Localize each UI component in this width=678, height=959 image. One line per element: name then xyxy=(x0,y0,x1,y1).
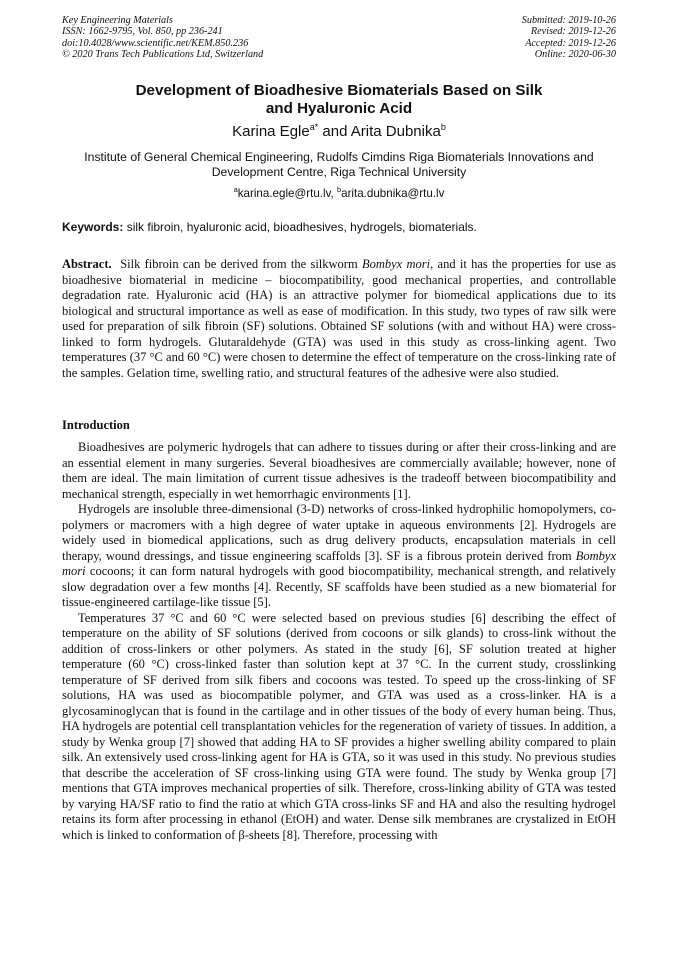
online-date: Online: 2020-06-30 xyxy=(534,49,616,61)
author-1-mark: a* xyxy=(309,122,319,132)
email-b[interactable]: arita.dubnika@rtu.lv xyxy=(341,186,445,200)
author-1: Karina Egle xyxy=(232,123,310,140)
keywords-label: Keywords: xyxy=(62,220,124,234)
title-line-2: and Hyaluronic Acid xyxy=(265,100,413,117)
paper-title xyxy=(62,82,616,118)
abstract-label: Abstract. xyxy=(62,257,112,271)
author-connector: and xyxy=(318,123,351,140)
intro-p2-text-2: cocoons; it can form natural hydrogels with good biocompatibility, mechanical strength, and relatively slow degradation over a few months [4]. Recently, SF scaffolds have been studied as a new biomaterial for tissue-engineered cartilage-like tissue [5]. xyxy=(62,564,616,609)
intro-paragraph-1: Bioadhesives are polymeric hydrogels that can adhere to tissues during or after their cross-linking and are an essential element in many surgeries. Several bioadhesives are commercially available; however, none of them are ideal. The main limitation of current tissue adhesives is the tradeoff between biocompatibility and mechanical strength, especially in wet hemorrhagic environments [1]. xyxy=(62,440,616,501)
keywords-text: silk fibroin, hyaluronic acid, bioadhesives, hydrogels, biomaterials. xyxy=(123,220,477,234)
author-list xyxy=(62,122,616,140)
abstract xyxy=(62,257,616,381)
author-emails xyxy=(62,185,616,200)
doi-line: doi:10.4028/www.scientific.net/KEM.850.236 xyxy=(62,37,249,49)
author-2: Arita Dubnika xyxy=(350,123,441,140)
affiliation-line-1: Institute of General Chemical Engineering, Rudolfs Cimdins Riga Biomaterials Innovations and xyxy=(84,150,594,164)
intro-p2-text-1: Hydrogels are insoluble three-dimensional (3-D) networks of cross-linked hydrophilic homopolymers, co-polymers or macromers with a high degree of water uptake in aqueous environments [2]. Hydrogels are widely used in biomedical applications, such as drug delivery products, encapsulation materials in cell therapy, wound dressings, and tissue engineering scaffolds [3]. SF is a fibrous protein derived from xyxy=(62,502,616,563)
accepted-date: Accepted: 2019-12-26 xyxy=(525,37,616,49)
submitted-date: Submitted: 2019-10-26 xyxy=(521,15,616,26)
keywords xyxy=(62,220,616,234)
revised-date: Revised: 2019-12-26 xyxy=(530,26,616,38)
intro-p2-species: Bombyx mori xyxy=(62,548,616,578)
introduction-body xyxy=(62,440,616,843)
email-a[interactable]: karina.egle@rtu.lv, xyxy=(237,186,337,200)
affiliation-line-2: Development Centre, Riga Technical University xyxy=(211,165,467,179)
intro-paragraph-3: Temperatures 37 °C and 60 °C were selected based on previous studies [6] describing the effect of temperature on the ability of SF solutions (derived from cocoons or silk glands) to cross-link without the addition of cross-linkers or other polymers. As stated in the study [6], SF solution treated at higher temperature (60 °C) cross-linked faster than solution kept at 37 °C. In the current study, crosslinking temperature of SF derived from silk fibers and cocoons was tested. To speed up the cross-linking of SF solutions, HA was used as biocompatible polymer, and GTA was used as a cross-linker. HA is a glycosaminoglycan that is found in the cartilage and in other tissues of the body of every human being. Thus, HA hydrogels are potential cell transplantation vehicles for the regeneration of variety of tissues. In addition, a study by Wenka group [7] showed that adding HA to SF provides a higher swelling ability compared to plain silk. An extensively used cross-linking agent for HA is GTA, so it was used in this study. No previous studies that describe the acceleration of SF cross-linking using GTA were found. The study by Wenka group [7] mentions that GTA improves mechanical properties of silk. Therefore, cross-linking ability of GTA was tested by varying HA/SF ratio to find the ratio at which GTA cross-links SF and HA and also the resulting hydrogel retains its form after processing in ethanol (EtOH) and water. Dense silk membranes are crystalized in EtOH which is linked to conformation of β-sheets [8]. Therefore, processing with xyxy=(62,610,616,842)
abstract-text-1: Silk fibroin can be derived from the silkworm xyxy=(111,257,362,271)
journal-info xyxy=(62,15,263,61)
submission-dates xyxy=(522,15,616,61)
journal-name: Key Engineering Materials xyxy=(62,15,173,26)
copyright-line: © 2020 Trans Tech Publications Ltd, Switzerland xyxy=(62,49,264,61)
abstract-species: Bombyx mori xyxy=(361,257,431,271)
email-b-mark: b xyxy=(336,185,342,194)
abstract-text-2: , and it has the properties for use as bioadhesive biomaterial in medicine – biocompatibility, good mechanical properties, and controllable degradation rate. Hyaluronic acid (HA) is an attractive polymer for biomedical applications due to its biological and structural importance as well as ease of modification. In this study, two types of raw silk were used for preparation of silk fibroin (SF) solutions. Obtained SF solutions (with and without HA) were cross-linked to form hydrogels. Glutaraldehyde (GTA) was used in this study as cross-linking agent. Two temperatures (37 °C and 60 °C) were chosen to determine the effect of temperature on the cross-linking rate of the samples. Gelation time, swelling ratio, and structural features of the adhesive were also studied. xyxy=(62,257,617,380)
intro-paragraph-2 xyxy=(62,502,616,611)
title-line-1: Development of Bioadhesive Biomaterials Based on Silk xyxy=(135,82,543,99)
issn-line: ISSN: 1662-9795, Vol. 850, pp 236-241 xyxy=(62,26,223,38)
email-a-mark: a xyxy=(233,185,238,194)
abstract-paragraph xyxy=(62,257,616,381)
affiliation xyxy=(62,150,616,180)
introduction-heading: Introduction xyxy=(62,418,130,432)
author-2-mark: b xyxy=(440,122,446,132)
